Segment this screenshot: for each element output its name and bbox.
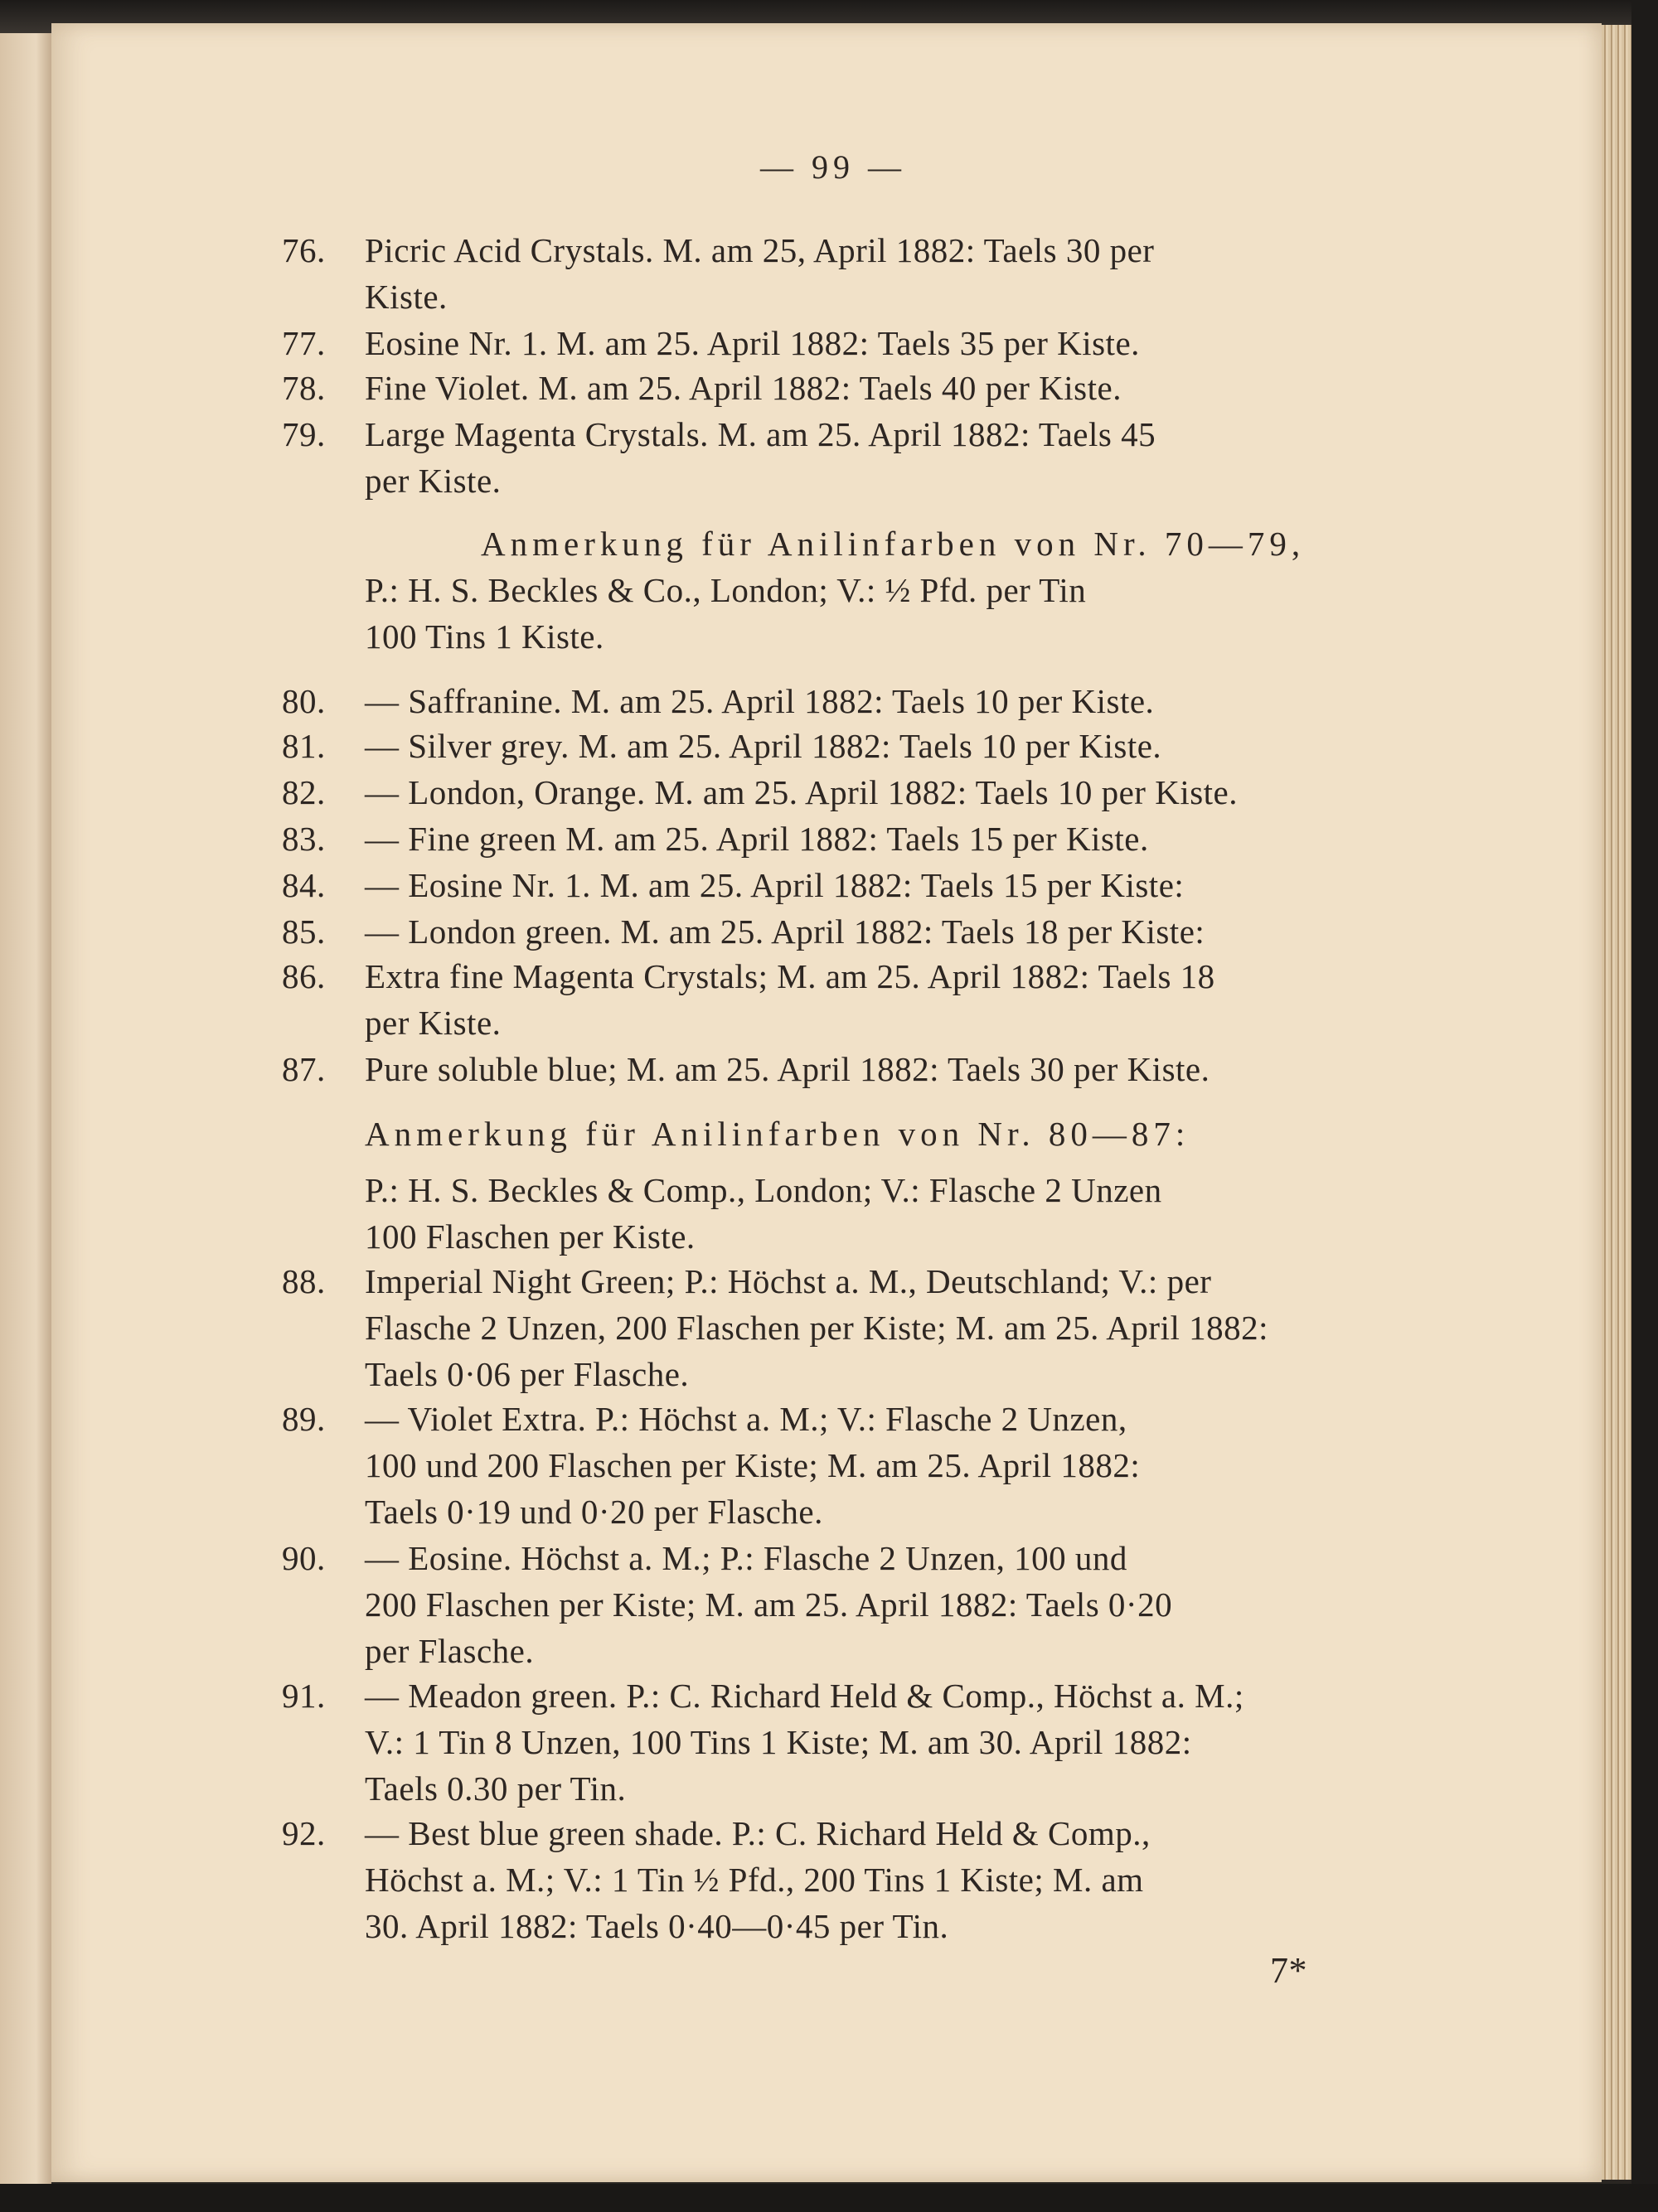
- note-heading: Anmerkung für Anilinfarben von Nr. 80—87:: [365, 1115, 1190, 1153]
- entry-line: — London, Orange. M. am 25. April 1882: Taels 10 per Kiste.: [365, 773, 1238, 811]
- entry-line: Picric Acid Crystals. M. am 25, April 1882: Taels 30 per: [365, 231, 1155, 269]
- note-heading: Anmerkung für Anilinfarben von Nr. 70—79,: [481, 525, 1306, 563]
- entry-line: — Silver grey. M. am 25. April 1882: Taels 10 per Kiste.: [365, 727, 1162, 765]
- entry-line: Large Magenta Crystals. M. am 25. April 1882: Taels 45: [365, 415, 1156, 453]
- entry-line: — Eosine. Höchst a. M.; P.: Flasche 2 Unzen, 100 und: [365, 1539, 1127, 1577]
- entry-line: — London green. M. am 25. April 1882: Taels 18 per Kiste:: [365, 912, 1205, 951]
- entry-number: 86.: [282, 957, 326, 995]
- entry-number: 92.: [282, 1814, 326, 1852]
- entry-number: 83.: [282, 820, 326, 858]
- entry-line: — Fine green M. am 25. April 1882: Taels 15 per Kiste.: [365, 820, 1149, 858]
- entry-number: 87.: [282, 1050, 326, 1088]
- entry-line: Flasche 2 Unzen, 200 Flaschen per Kiste; M. am 25. April 1882:: [365, 1309, 1268, 1347]
- entry-line: Taels 0·06 per Flasche.: [365, 1355, 690, 1393]
- entry-line: — Saffranine. M. am 25. April 1882: Taels 10 per Kiste.: [365, 682, 1155, 720]
- page-number: — 99 —: [760, 148, 906, 186]
- entry-line: — Eosine Nr. 1. M. am 25. April 1882: Taels 15 per Kiste:: [365, 866, 1185, 904]
- entry-line: V.: 1 Tin 8 Unzen, 100 Tins 1 Kiste; M. am 30. April 1882:: [365, 1723, 1192, 1761]
- entry-line: Höchst a. M.; V.: 1 Tin ½ Pfd., 200 Tins 1 Kiste; M. am: [365, 1861, 1144, 1899]
- entry-number: 76.: [282, 231, 326, 269]
- note-line: P.: H. S. Beckles & Co., London; V.: ½ Pfd. per Tin: [365, 571, 1087, 609]
- note-line: P.: H. S. Beckles & Comp., London; V.: Flasche 2 Unzen: [365, 1171, 1162, 1209]
- entry-line: Eosine Nr. 1. M. am 25. April 1882: Taels 35 per Kiste.: [365, 324, 1140, 362]
- entry-line: Taels 0·19 und 0·20 per Flasche.: [365, 1493, 823, 1531]
- entry-number: 91.: [282, 1677, 326, 1715]
- entry-line: 30. April 1882: Taels 0·40—0·45 per Tin.: [365, 1907, 949, 1945]
- entry-line: per Flasche.: [365, 1632, 535, 1670]
- signature-mark: 7*: [1270, 1950, 1307, 1991]
- note-line: 100 Flaschen per Kiste.: [365, 1217, 696, 1256]
- entry-line: Imperial Night Green; P.: Höchst a. M., Deutschland; V.: per: [365, 1262, 1212, 1300]
- entry-number: 80.: [282, 682, 326, 720]
- entry-line: — Best blue green shade. P.: C. Richard Held & Comp.,: [365, 1814, 1151, 1852]
- entry-line: Taels 0.30 per Tin.: [365, 1769, 627, 1808]
- entry-line: — Violet Extra. P.: Höchst a. M.; V.: Flasche 2 Unzen,: [365, 1400, 1127, 1438]
- entry-number: 85.: [282, 912, 326, 951]
- entry-line: Fine Violet. M. am 25. April 1882: Taels 40 per Kiste.: [365, 369, 1122, 407]
- entry-number: 77.: [282, 324, 326, 362]
- entry-number: 88.: [282, 1262, 326, 1300]
- entry-number: 84.: [282, 866, 326, 904]
- entry-line: Pure soluble blue; M. am 25. April 1882: Taels 30 per Kiste.: [365, 1050, 1210, 1088]
- note-line: 100 Tins 1 Kiste.: [365, 617, 604, 656]
- entry-line: per Kiste.: [365, 1004, 502, 1042]
- entry-number: 79.: [282, 415, 326, 453]
- entry-line: per Kiste.: [365, 462, 502, 500]
- entry-line: 100 und 200 Flaschen per Kiste; M. am 25. April 1882:: [365, 1446, 1141, 1484]
- entry-line: Kiste.: [365, 278, 448, 316]
- entry-line: Extra fine Magenta Crystals; M. am 25. April 1882: Taels 18: [365, 957, 1215, 995]
- entry-line: — Meadon green. P.: C. Richard Held & Comp., Höchst a. M.;: [365, 1677, 1244, 1715]
- entry-line: 200 Flaschen per Kiste; M. am 25. April 1882: Taels 0·20: [365, 1585, 1173, 1624]
- entry-number: 81.: [282, 727, 326, 765]
- entry-number: 78.: [282, 369, 326, 407]
- entry-number: 82.: [282, 773, 326, 811]
- entry-number: 90.: [282, 1539, 326, 1577]
- entry-number: 89.: [282, 1400, 326, 1438]
